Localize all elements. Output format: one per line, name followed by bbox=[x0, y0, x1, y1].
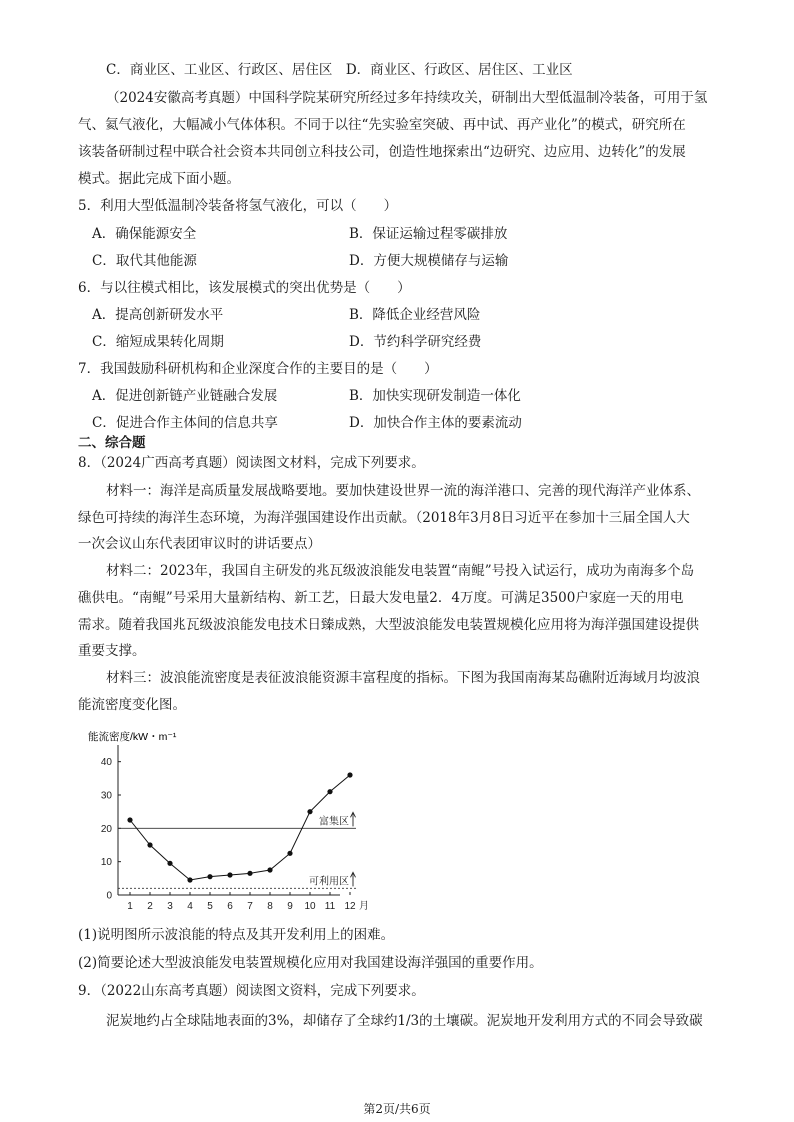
chart-data-point bbox=[267, 867, 272, 872]
question-6: 6．与以往模式相比，该发展模式的突出优势是（ ） bbox=[78, 280, 411, 296]
material-9-line1: 泥炭地约占全球陆地表面的3%，却储存了全球约1/3的土壤碳。泥炭地开发利用方式的不同会导致碳 bbox=[106, 1013, 703, 1029]
material-2-line3: 需求。随着我国兆瓦级波浪能发电技术日臻成熟，大型波浪能发电装置规模化应用将为海洋强国建设提供 bbox=[78, 617, 699, 633]
q6-option-b: B．降低企业经营风险 bbox=[349, 307, 481, 323]
chart-data-point bbox=[127, 817, 132, 822]
q6-option-a: A．提高创新研发水平 bbox=[92, 307, 224, 323]
q7-option-c: C．促进合作主体间的信息共享 bbox=[92, 415, 278, 431]
q6-option-c: C．缩短成果转化周期 bbox=[92, 334, 224, 350]
chart-data-point bbox=[327, 789, 332, 794]
chart-data-point bbox=[287, 851, 292, 856]
chart-x-tick-label: 10 bbox=[304, 901, 316, 912]
stem-5-7-line1: （2024安徽高考真题）中国科学院某研究所经过多年持续攻关，研制出大型低温制冷装备，可用于氢 bbox=[106, 90, 708, 106]
chart-data-point bbox=[187, 877, 192, 882]
chart-y-tick-label: 10 bbox=[100, 857, 112, 869]
chart-data-point bbox=[147, 842, 152, 847]
wave-energy-chart bbox=[88, 728, 369, 920]
chart-x-tick-label: 9 bbox=[287, 901, 293, 912]
question-5: 5．利用大型低温制冷装备将氢气液化，可以（ ） bbox=[78, 198, 398, 214]
material-3-line1: 材料三：波浪能流密度是表征波浪能资源丰富程度的指标。下图为我国南海某岛礁附近海域月均波浪 bbox=[106, 670, 700, 686]
chart-reference-label: 富集区 bbox=[319, 816, 349, 828]
q5-option-d: D．方便大规模储存与运输 bbox=[349, 253, 509, 269]
question-8-part-2: (2)简要论述大型波浪能发电装置规模化应用对我国建设海洋强国的重要作用。 bbox=[78, 955, 543, 971]
chart-x-unit-label: 月 bbox=[359, 901, 369, 912]
material-2-line1: 材料二：2023年，我国自主研发的兆瓦级波浪能发电装置“南鲲”号投入试运行，成功为南海多个岛 bbox=[106, 563, 695, 579]
q4-options-cd: C．商业区、工业区、行政区、居住区 D．商业区、行政区、居住区、工业区 bbox=[106, 62, 573, 78]
q5-option-c: C．取代其他能源 bbox=[92, 253, 197, 269]
chart-series-line bbox=[130, 775, 350, 880]
material-2-line4: 重要支撑。 bbox=[78, 643, 146, 659]
chart-x-tick-label: 5 bbox=[207, 901, 213, 912]
q7-option-a: A．促进创新链产业链融合发展 bbox=[92, 388, 278, 404]
stem-5-7-line3: 该装备研制过程中联合社会资本共同创立科技公司，创造性地探索出“边研究、边应用、边转化”的发展 bbox=[78, 144, 686, 160]
chart-reference-label: 可利用区 bbox=[309, 876, 349, 888]
chart-y-tick-label: 0 bbox=[106, 890, 112, 902]
chart-y-axis-label: 能流密度/kW・m⁻¹ bbox=[88, 731, 177, 743]
section-heading: 二、综合题 bbox=[78, 435, 146, 451]
chart-x-tick-label: 7 bbox=[247, 901, 253, 912]
chart-data-point bbox=[247, 871, 252, 876]
chart-x-tick-label: 3 bbox=[167, 901, 173, 912]
question-8: 8．（2024广西高考真题）阅读图文材料，完成下列要求。 bbox=[78, 455, 425, 471]
chart-x-tick-label: 6 bbox=[227, 901, 233, 912]
material-3-line2: 能流密度变化图。 bbox=[78, 697, 186, 713]
chart-x-tick-label: 4 bbox=[187, 901, 193, 912]
question-9: 9．（2022山东高考真题）阅读图文资料，完成下列要求。 bbox=[78, 983, 425, 999]
chart-y-tick-label: 40 bbox=[100, 757, 112, 769]
stem-5-7-line2: 气、氦气液化，大幅减小气体体积。不同于以往“先实验室突破、再中试、再产业化”的模式，研究所在 bbox=[78, 117, 686, 133]
stem-5-7-line4: 模式。据此完成下面小题。 bbox=[78, 171, 240, 187]
chart-data-point bbox=[307, 809, 312, 814]
chart-x-tick-label: 1 bbox=[127, 901, 133, 912]
chart-data-point bbox=[207, 874, 212, 879]
q7-option-b: B．加快实现研发制造一体化 bbox=[349, 388, 521, 404]
chart-x-tick-label: 11 bbox=[324, 901, 336, 912]
chart-x-tick-label: 12 bbox=[344, 901, 356, 912]
chart-x-tick-label: 8 bbox=[267, 901, 273, 912]
material-1-line3: 一次会议山东代表团审议时的讲话要点） bbox=[78, 536, 321, 552]
q5-option-a: A．确保能源安全 bbox=[92, 226, 197, 242]
material-1-line1: 材料一：海洋是高质量发展战略要地。要加快建设世界一流的海洋港口、完善的现代海洋产业体系、 bbox=[106, 483, 700, 499]
chart-y-tick-label: 30 bbox=[100, 790, 112, 802]
material-1-line2: 绿色可持续的海洋生态环境，为海洋强国建设作出贡献。（2018年3月8日习近平在参加十三届全国人大 bbox=[78, 510, 690, 526]
q5-option-b: B．保证运输过程零碳排放 bbox=[349, 226, 508, 242]
material-2-line2: 礁供电。“南鲲”号采用大量新结构、新工艺，日最大发电量2．4万度。可满足3500户家庭一天的用电 bbox=[78, 590, 684, 606]
chart-data-point bbox=[167, 861, 172, 866]
question-8-part-1: (1)说明图所示波浪能的特点及其开发利用上的困难。 bbox=[78, 927, 395, 943]
chart-x-tick-label: 2 bbox=[147, 901, 153, 912]
chart-data-point bbox=[227, 872, 232, 877]
q7-option-d: D．加快合作主体的要素流动 bbox=[349, 415, 522, 431]
page-number: 第2页/共6页 bbox=[363, 1102, 431, 1116]
q6-option-d: D．节约科学研究经费 bbox=[349, 334, 482, 350]
chart-y-tick-label: 20 bbox=[100, 823, 112, 835]
question-7: 7．我国鼓励科研机构和企业深度合作的主要目的是（ ） bbox=[78, 361, 438, 377]
chart-data-point bbox=[347, 772, 352, 777]
